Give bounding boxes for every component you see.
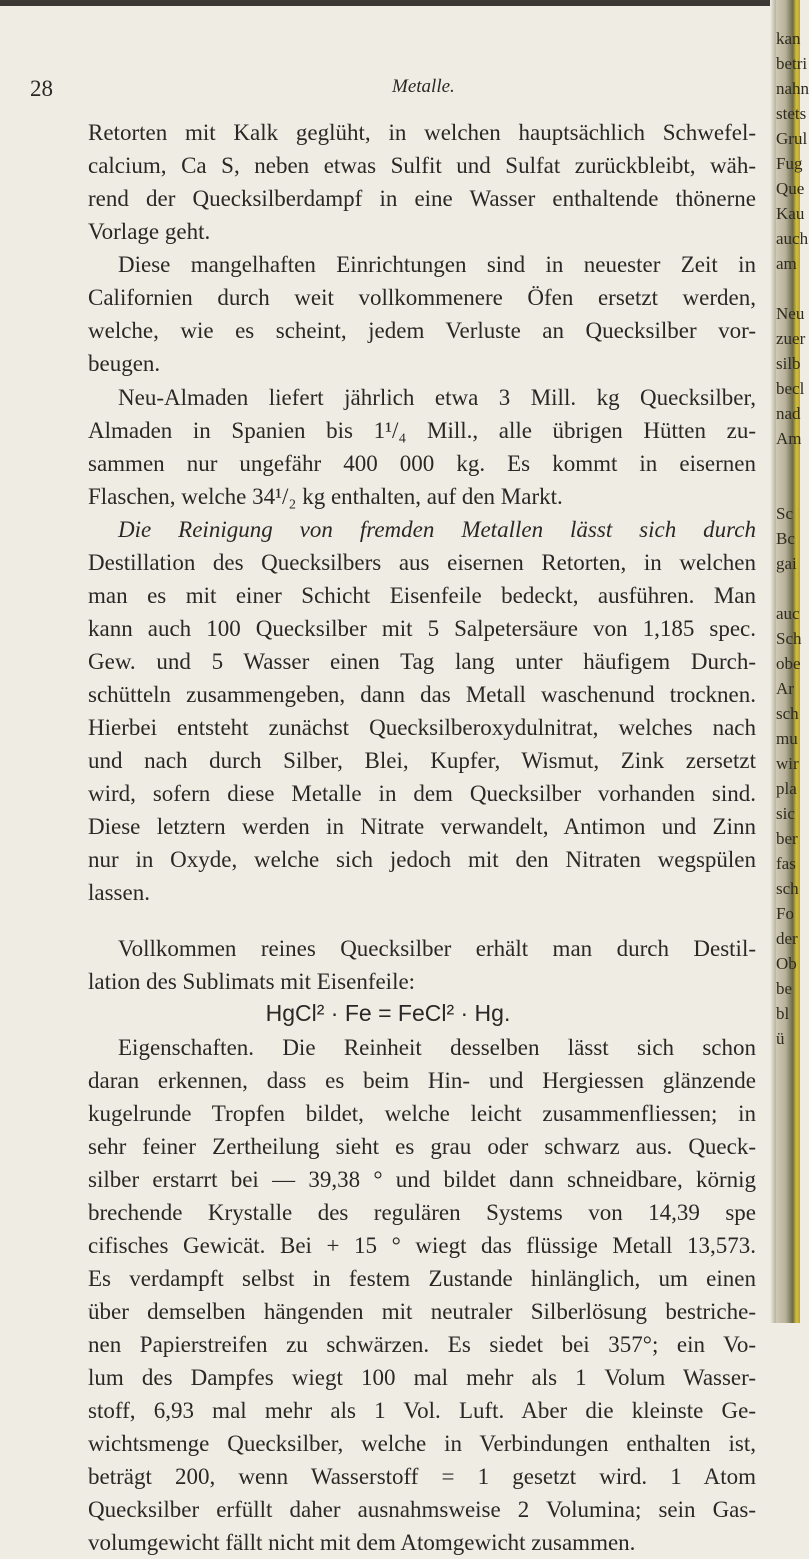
text-line: über demselben hängenden mit neutraler Silberlösung bestriche- <box>88 1299 756 1324</box>
text-line: Flaschen, welche 34¹/₂ kg enthalten, auf den Markt. <box>88 484 563 509</box>
text-line: stoff, 6,93 mal mehr als 1 Vol. Luft. Aber die kleinste Ge- <box>88 1398 756 1423</box>
text-line: kann auch 100 Quecksilber mit 5 Salpetersäure von 1,185 spec. <box>88 616 756 641</box>
text-line: calcium, Ca S, neben etwas Sulfit und Sulfat zurückbleibt, wäh- <box>88 153 756 178</box>
edge-fragment: Grul <box>776 129 808 148</box>
text-line: wird, sofern diese Metalle in dem Quecksilber vorhanden sind. <box>88 781 756 806</box>
edge-fragment: becl <box>776 379 805 398</box>
edge-fragment: nahn <box>776 79 809 98</box>
text-line: Eigenschaften. Die Reinheit desselben lässt sich schon <box>118 1035 756 1060</box>
text-line: nen Papierstreifen zu schwärzen. Es siedet bei 357°; ein Vo- <box>88 1332 756 1357</box>
text-line: Destillation des Quecksilbers aus eisernen Retorten, in welchen <box>88 550 756 575</box>
text-line: rend der Quecksilberdampf in eine Wasser enthaltende thönerne <box>88 186 756 211</box>
text-line: Gew. und 5 Wasser einen Tag lang unter häufigem Durch- <box>88 649 756 674</box>
edge-fragment: Sch <box>776 629 802 648</box>
edge-fragment <box>776 451 800 476</box>
text-line: Californien durch weit vollkommenere Öfen ersetzt werden, <box>88 285 756 310</box>
page-number: 28 <box>30 76 53 101</box>
text-line: Quecksilber erfüllt daher ausnahmsweise 2 Volumina; sein Gas- <box>88 1497 756 1522</box>
text-line: beträgt 200, wenn Wasserstoff = 1 gesetzt wird. 1 Atom <box>88 1464 756 1489</box>
text-line: Vollkommen reines Quecksilber erhält man durch Destil- <box>118 936 756 961</box>
text-line: Retorten mit Kalk geglüht, in welchen hauptsächlich Schwefel- <box>88 120 756 145</box>
chemical-equation: HgCl² · Fe = FeCl² · Hg. <box>265 1000 511 1026</box>
edge-fragment: Fo <box>776 904 794 923</box>
next-page-fragments <box>776 26 809 1051</box>
paragraph-eigenschaften <box>88 1031 756 1559</box>
edge-fragment: zuer <box>776 329 806 348</box>
edge-fragment: Kau <box>776 204 805 223</box>
text-line: schütteln zusammengeben, dann das Metall waschenund trocknen. <box>88 682 756 707</box>
text-line: und nach durch Silber, Blei, Kupfer, Wismut, Zink zersetzt <box>88 748 756 773</box>
text-line: Neu-Almaden liefert jährlich etwa 3 Mill. kg Quecksilber, <box>118 385 756 410</box>
text-line: brechende Krystalle des regulären Systems von 14,39 spe <box>88 1200 756 1225</box>
edge-fragment: auch <box>776 229 809 248</box>
paragraph-2 <box>88 248 756 380</box>
text-line: sehr feiner Zertheilung sieht es grau oder schwarz aus. Queck- <box>88 1134 756 1159</box>
edge-fragment: Neu <box>776 304 805 323</box>
edge-fragment: fas <box>776 854 796 873</box>
text-line: daran erkennen, dass es beim Hin- und Hergiessen glänzende <box>88 1068 756 1093</box>
edge-fragment: sch <box>776 704 799 723</box>
edge-fragment: betri <box>776 54 808 73</box>
edge-fragment <box>776 576 800 601</box>
edge-fragment: mu <box>776 729 798 748</box>
text-line: lassen. <box>88 880 150 905</box>
text-line: Es verdampft selbst in festem Zustande hinlänglich, um einen <box>88 1266 756 1291</box>
edge-fragment: Que <box>776 179 805 198</box>
text-line: silber erstarrt bei — 39,38 ° und bildet dann schneidbare, körnig <box>88 1167 756 1192</box>
edge-fragment: wir <box>776 754 799 773</box>
edge-fragment: auc <box>776 604 800 623</box>
text-line: welche, wie es scheint, jedem Verluste an Quecksilber vor- <box>88 318 756 343</box>
edge-fragment: nad <box>776 404 801 423</box>
edge-fragment: kan <box>776 29 801 48</box>
page-top-border <box>0 0 776 6</box>
paragraph-1 <box>88 116 756 248</box>
text-line: beugen. <box>88 351 161 376</box>
edge-fragment: Ob <box>776 954 797 973</box>
edge-fragment: ber <box>776 829 798 848</box>
edge-fragment: sch <box>776 879 799 898</box>
text-line: man es mit einer Schicht Eisenfeile bedeckt, ausführen. Man <box>88 583 756 608</box>
paragraph-3 <box>88 381 756 513</box>
edge-fragment: Sc <box>776 504 793 523</box>
paragraph-5 <box>88 932 756 998</box>
edge-fragment: be <box>776 979 793 998</box>
text-line: lum des Dampfes wiegt 100 mal mehr als 1 Volum Wasser- <box>88 1365 756 1390</box>
edge-fragment: der <box>776 929 798 948</box>
text-line: Vorlage geht. <box>88 219 211 244</box>
edge-fragment: Am <box>776 429 802 448</box>
edge-fragment: obe <box>776 654 801 673</box>
text-line: Diese letztern werden in Nitrate verwandelt, Antimon und Zinn <box>88 814 756 839</box>
text-line: nur in Oxyde, welche sich jedoch mit den Nitraten wegspülen <box>88 847 756 872</box>
text-line: Diese mangelhaften Einrichtungen sind in neuester Zeit in <box>118 252 756 277</box>
edge-fragment: stets <box>776 104 807 123</box>
edge-fragment: ü <box>776 1029 785 1048</box>
edge-fragment: Ar <box>776 679 794 698</box>
text-line: kugelrunde Tropfen bildet, welche leicht zusammenfliessen; in <box>88 1101 756 1126</box>
edge-fragment: gai <box>776 554 797 573</box>
edge-fragment <box>776 276 800 301</box>
text-line: Hierbei entsteht zunächst Quecksilberoxydulnitrat, welches nach <box>88 715 756 740</box>
text-line: volumgewicht fällt nicht mit dem Atomgewicht zusammen. <box>88 1530 636 1555</box>
text-line: Die Reinigung von fremden Metallen lässt sich durch <box>118 517 756 542</box>
paragraph-reinigung <box>88 513 756 909</box>
running-title: Metalle. <box>392 76 455 97</box>
edge-fragment: bl <box>776 1004 790 1023</box>
edge-fragment: am <box>776 254 797 273</box>
edge-fragment: sic <box>776 804 795 823</box>
text-line: wichtsmenge Quecksilber, welche in Verbindungen enthalten ist, <box>88 1431 756 1456</box>
text-line: sammen nur ungefähr 400 000 kg. Es kommt in eisernen <box>88 451 756 476</box>
edge-fragment: Bc <box>776 529 795 548</box>
edge-fragment: Fug <box>776 154 803 173</box>
text-line: Almaden in Spanien bis 1¹/₄ Mill., alle übrigen Hütten zu- <box>88 418 756 443</box>
edge-fragment <box>776 476 800 501</box>
edge-fragment: silb <box>776 354 801 373</box>
text-line: lation des Sublimats mit Eisenfeile: <box>88 969 416 994</box>
text-line: cifisches Gewicät. Bei + 15 ° wiegt das flüssige Metall 13,573. <box>88 1233 756 1258</box>
edge-fragment: pla <box>776 779 797 798</box>
